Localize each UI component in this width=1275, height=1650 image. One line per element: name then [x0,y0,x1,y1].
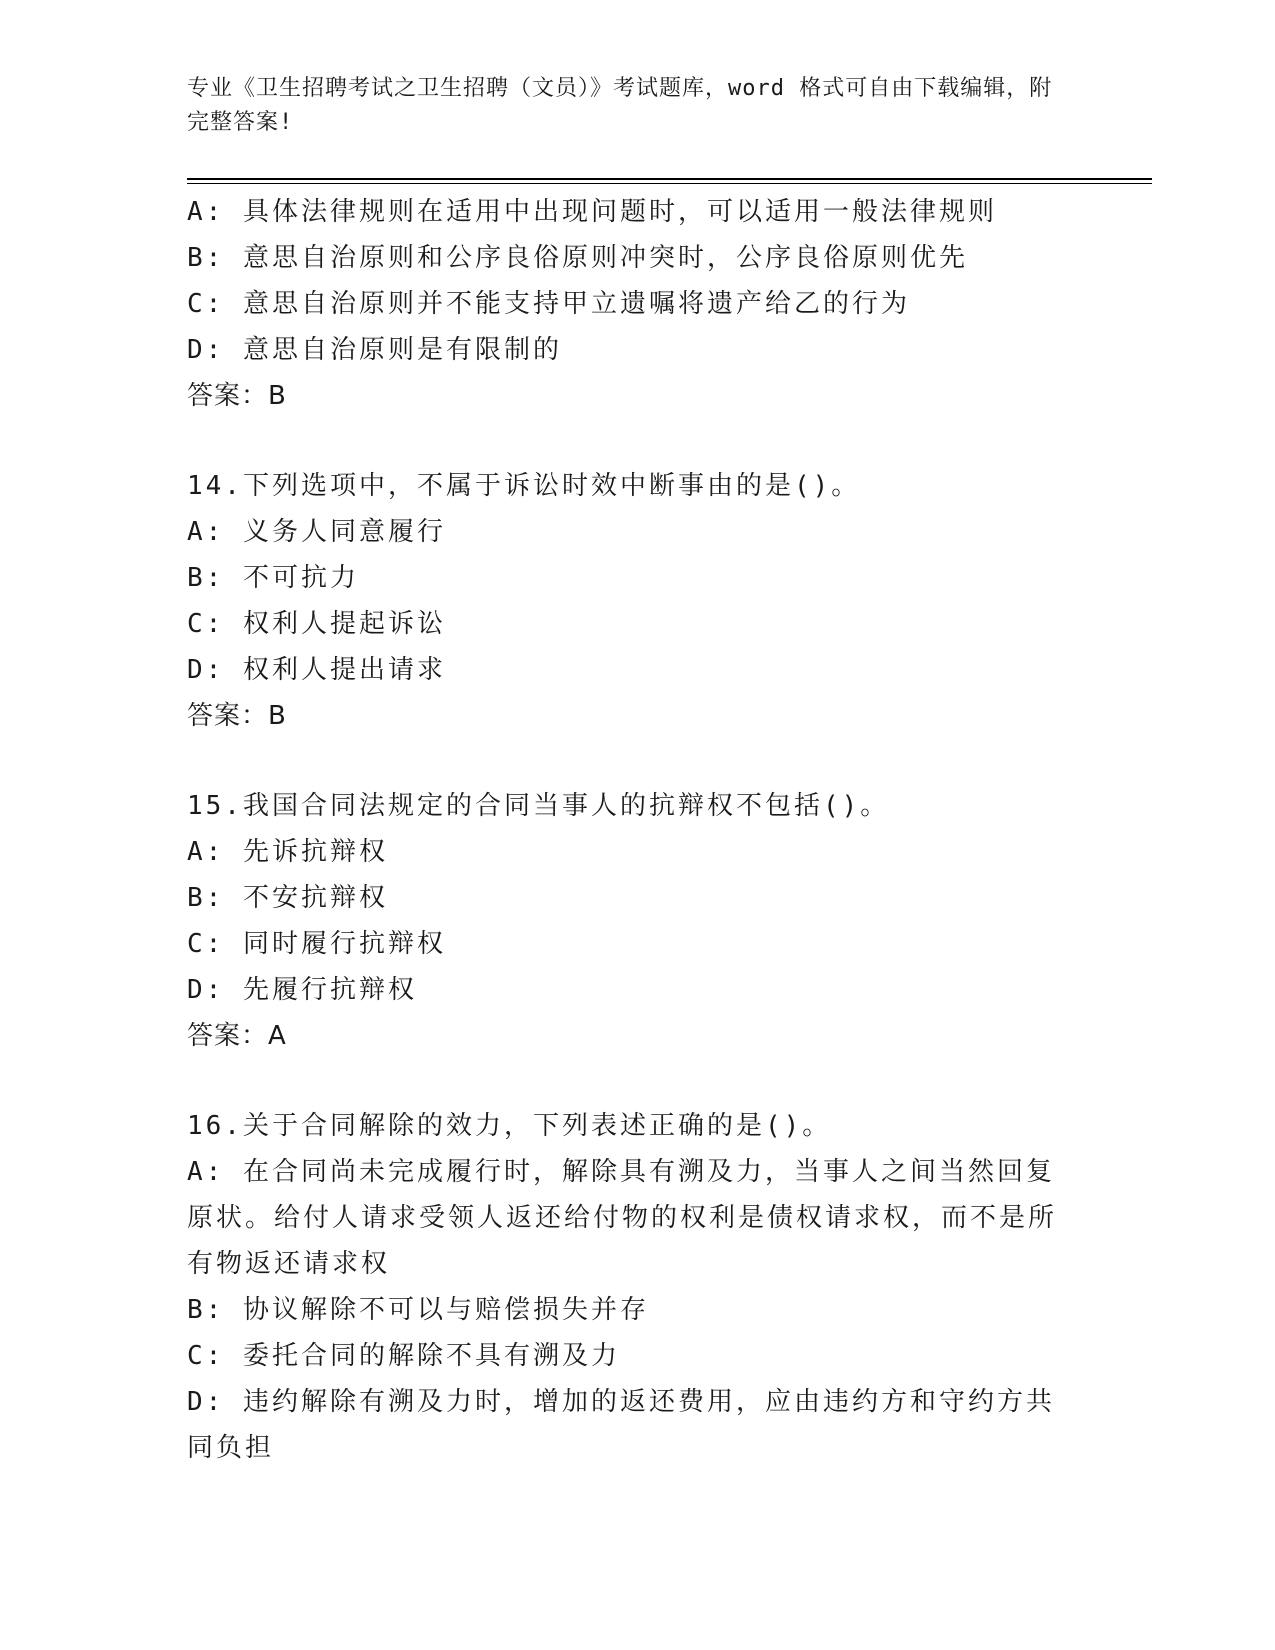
question-15 [187,783,1087,1059]
document-header: 专业《卫生招聘考试之卫生招聘（文员）》考试题库，word 格式可自由下载编辑，附完整答案! [187,76,1053,135]
option-c: C: 权利人提起诉讼 [187,609,446,639]
previous-question-block [187,189,1087,419]
question-stem: 15.我国合同法规定的合同当事人的抗辩权不包括()。 [187,791,890,821]
option-b: B: 意思自治原则和公序良俗原则冲突时，公序良俗原则优先 [187,243,968,273]
question-14 [187,463,1087,739]
option-d: D: 先履行抗辩权 [187,975,417,1005]
question-content [187,189,1087,1471]
option-d: D: 违约解除有溯及力时，增加的返还费用，应由违约方和守约方共同负担 [187,1387,1055,1463]
option-d: D: 权利人提出请求 [187,655,446,685]
option-a: A: 义务人同意履行 [187,517,446,547]
option-c: C: 同时履行抗辩权 [187,929,446,959]
question-16 [187,1103,1087,1471]
option-a: A: 在合同尚未完成履行时，解除具有溯及力，当事人之间当然回复原状。给付人请求受领人返还给付物的权利是债权请求权，而不是所有物返还请求权 [187,1157,1058,1279]
spacer [187,1059,1087,1103]
question-stem: 16.关于合同解除的效力，下列表述正确的是()。 [187,1111,832,1141]
answer: 答案：B [187,701,287,731]
spacer [187,419,1087,463]
question-stem: 14.下列选项中，不属于诉讼时效中断事由的是()。 [187,471,861,501]
header-divider-thin [187,183,1152,184]
option-a: A: 具体法律规则在适用中出现问题时，可以适用一般法律规则 [187,197,997,227]
answer: 答案：A [187,1021,287,1051]
option-d: D: 意思自治原则是有限制的 [187,335,562,365]
header-divider-thick [187,178,1152,180]
option-b: B: 不安抗辩权 [187,883,388,913]
spacer [187,739,1087,783]
answer: 答案：B [187,381,287,411]
option-c: C: 委托合同的解除不具有溯及力 [187,1341,620,1371]
option-a: A: 先诉抗辩权 [187,837,388,867]
option-b: B: 协议解除不可以与赔偿损失并存 [187,1295,649,1325]
option-b: B: 不可抗力 [187,563,359,593]
option-c: C: 意思自治原则并不能支持甲立遗嘱将遗产给乙的行为 [187,289,910,319]
